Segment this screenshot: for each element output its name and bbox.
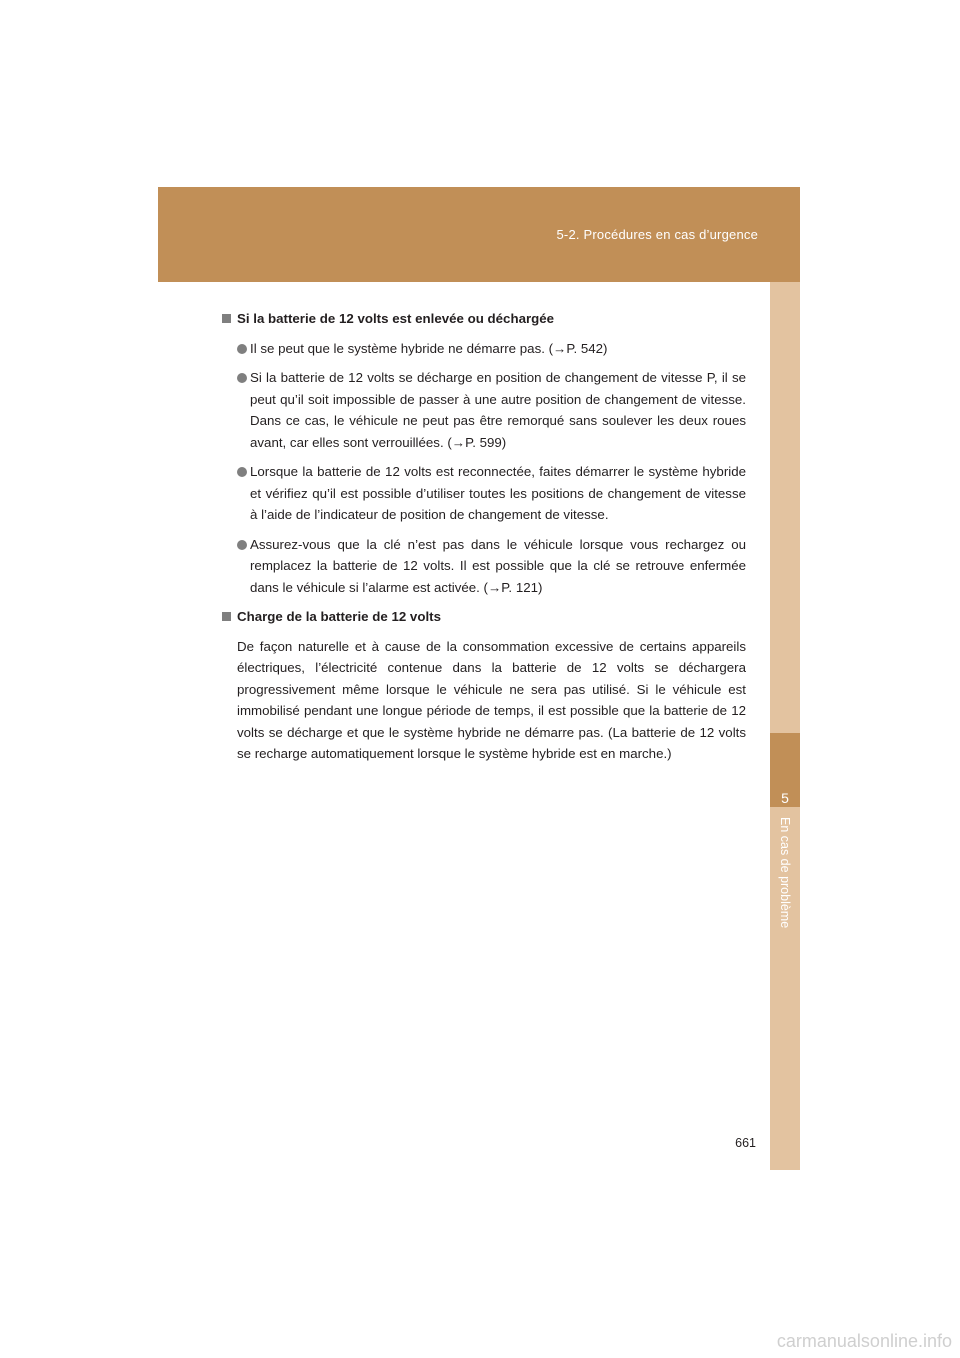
page-number: 661 (735, 1136, 756, 1150)
page-reference-link[interactable]: →P. 542) (553, 340, 608, 356)
list-item (222, 338, 746, 360)
header-band (158, 187, 800, 282)
round-bullet-icon (237, 540, 247, 550)
list-item (222, 461, 746, 526)
section-heading (222, 606, 746, 628)
list-item-text: Il se peut que le système hybride ne démarre pas. ( (250, 340, 554, 356)
square-bullet-icon (222, 314, 231, 323)
chapter-number: 5 (781, 790, 789, 806)
square-bullet-icon (222, 612, 231, 621)
list-item (222, 534, 746, 599)
page-reference-link[interactable]: →P. 121) (487, 579, 543, 595)
side-strip (770, 282, 800, 1170)
list-item (222, 367, 746, 453)
section-paragraph: De façon naturelle et à cause de la consommation excessive de certains appareils électriques, l’électricité contenue dans la batterie de 12 volts se déchargera progressivement même lorsque le véhicule ne sera pas utilisé. Si le véhicule est immobilisé pendant une longue période de temps, il est possible que la batterie de 12 volts se décharge et que le système hybride ne démarre pas. (La batterie de 12 volts se recharge automatiquement lorsque le système hybride est en marche.) (237, 638, 746, 761)
watermark: carmanualsonline.info (776, 1331, 952, 1351)
list-item-text: Lorsque la batterie de 12 volts est reconnectée, faites démarrer le système hybride et vérifiez qu’il est possible d’utiliser toutes les positions de changement de vitesse à l’aide de l’indicateur de position de changement de vitesse. (250, 464, 746, 522)
section-heading-text: Si la batterie de 12 volts est enlevée ou déchargée (237, 311, 555, 326)
list-item-text: Si la batterie de 12 volts se décharge en position de changement de vitesse P, il se peut qu’il soit impossible de passer à une autre position de changement de vitesse. Dans ce cas, le véhicule ne peut pas être remorqué sans soulever les deux roues avant, car elles sont verrouillées. ( (250, 370, 746, 450)
chapter-label: En cas de problème (778, 817, 792, 929)
round-bullet-icon (237, 373, 247, 383)
round-bullet-icon (237, 467, 247, 477)
page-reference-link[interactable]: →P. 599) (451, 434, 507, 450)
section-heading (222, 308, 746, 330)
section-title: 5-2. Procédures en cas d’urgence (556, 227, 758, 242)
page-content (222, 308, 746, 773)
section-heading-text: Charge de la batterie de 12 volts (237, 609, 441, 624)
round-bullet-icon (237, 344, 247, 354)
list-item-text: Assurez-vous que la clé n’est pas dans le véhicule lorsque vous rechargez ou remplacez la batterie de 12 volts. Il est possible que la clé se retrouve enfermée dans le véhicule si l’alarme est activée. ( (250, 536, 746, 595)
